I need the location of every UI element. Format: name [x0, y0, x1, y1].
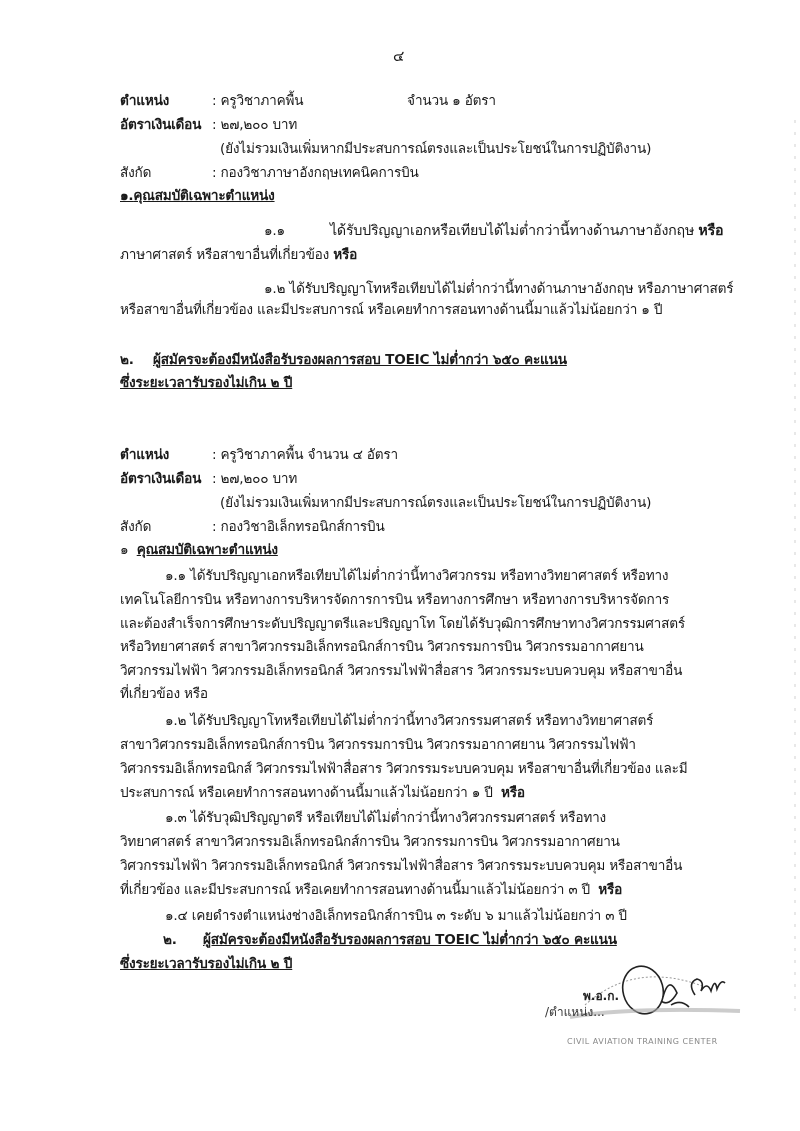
qualification-1-1-line2	[120, 245, 357, 265]
toeic-requirement-2-line2: ซึ่งระยะเวลารับรองไม่เกิน ๒ ปี	[120, 956, 293, 972]
qualification-1-1-line1	[330, 221, 723, 241]
salary-note-2: (ยังไม่รวมเงินเพิ่มหากมีประสบการณ์ตรงและเป็นประโยชน์ในการปฏิบัติงาน)	[220, 495, 652, 511]
qualification-1-1-line: วิศวกรรมไฟฟ้า วิศวกรรมอิเล็กทรอนิกส์ วิศวกรรมไฟฟ้าสื่อสาร วิศวกรรมระบบควบคุม หรือสาขาอื่น	[120, 663, 683, 679]
page-number: ๔	[393, 47, 405, 65]
department-value-2: : กองวิชาอิเล็กทรอนิกส์การบิน	[212, 519, 385, 535]
qualification-1-3-line: วิทยาศาสตร์ สาขาวิศวกรรมอิเล็กทรอนิกส์การบิน วิศวกรรมการบิน วิศวกรรมอากาศยาน	[120, 834, 620, 850]
continuation-marker: /ตำแหน่ง...	[545, 1005, 605, 1019]
position-label-2: ตำแหน่ง	[120, 447, 170, 463]
position-count: จำนวน ๑ อัตรา	[407, 93, 496, 109]
qualification-1-2-line2: หรือสาขาอื่นที่เกี่ยวข้อง และมีประสบการณ์ หรือเคยทำการสอนทางด้านนี้มาแล้วไม่น้อยกว่า ๑ ปี	[120, 302, 663, 318]
qualification-header-number: ๑.	[120, 188, 134, 204]
qualification-header	[120, 186, 275, 206]
qualification-1-2-line1: ๑.๒ ได้รับปริญญาโทหรือเทียบได้ไม่ต่ำกว่านี้ทางด้านภาษาอังกฤษ หรือภาษาศาสตร์	[264, 281, 734, 297]
qualification-header-number: ๑	[120, 542, 129, 558]
qualification-1-1-number: ๑.๑	[264, 223, 285, 239]
qualification-1-1-text: ได้รับปริญญาเอกหรือเทียบได้ไม่ต่ำกว่านี้ทางด้านภาษาอังกฤษ	[330, 223, 695, 239]
salary-value: : ๒๗,๒๐๐ บาท	[212, 117, 298, 133]
qualification-1-1-line: ๑.๑ ได้รับปริญญาเอกหรือเทียบได้ไม่ต่ำกว่านี้ทางวิศวกรรม หรือทางวิทยาศาสตร์ หรือทาง	[165, 568, 669, 584]
qualification-1-2-line: สาขาวิศวกรรมอิเล็กทรอนิกส์การบิน วิศวกรรมการบิน วิศวกรรมอากาศยาน วิศวกรรมไฟฟ้า	[120, 737, 636, 753]
qualification-1-1-text-2: ภาษาศาสตร์ หรือสาขาอื่นที่เกี่ยวข้อง	[120, 247, 330, 263]
scan-edge-artifact	[794, 120, 796, 1020]
or-keyword: หรือ	[333, 247, 358, 263]
qualification-1-1-line: หรือวิทยาศาสตร์ สาขาวิศวกรรมอิเล็กทรอนิกส์การบิน วิศวกรรมการบิน วิศวกรรมอากาศยาน	[120, 639, 644, 655]
qualification-1-2-line: วิศวกรรมอิเล็กทรอนิกส์ วิศวกรรมไฟฟ้าสื่อสาร วิศวกรรมระบบควบคุม หรือสาขาอื่นที่เกี่ยวข้อง และมี	[120, 761, 688, 777]
qualification-header-text: คุณสมบัติเฉพาะตำแหน่ง	[133, 188, 275, 204]
department-value: : กองวิชาภาษาอังกฤษเทคนิคการบิน	[212, 165, 419, 181]
qualification-1-2-line-last	[120, 783, 525, 803]
or-keyword: หรือ	[500, 785, 525, 801]
salary-note: (ยังไม่รวมเงินเพิ่มหากมีประสบการณ์ตรงและเป็นประโยชน์ในการปฏิบัติงาน)	[220, 141, 652, 157]
position-label: ตำแหน่ง	[120, 93, 170, 109]
or-keyword: หรือ	[598, 882, 623, 898]
qualification-1-1-line: ที่เกี่ยวข้อง หรือ	[120, 686, 208, 702]
qualification-1-1-line: และต้องสำเร็จการศึกษาระดับปริญญาตรีและปริญญาโท โดยได้รับวุฒิการศึกษาทางวิศวกรรมศาสตร์	[120, 616, 685, 632]
department-label: สังกัด	[120, 165, 152, 181]
official-stamp-signature	[545, 965, 795, 1065]
toeic-requirement-line2: ซึ่งระยะเวลารับรองไม่เกิน ๒ ปี	[120, 375, 293, 391]
position-value: : ครูวิชาภาคพื้น	[212, 93, 304, 109]
department-label-2: สังกัด	[120, 519, 152, 535]
toeic-number: ๒.	[120, 352, 134, 368]
toeic-requirement-line1: ผู้สมัครจะต้องมีหนังสือรับรองผลการสอบ TOEIC ไม่ต่ำกว่า ๖๕๐ คะแนน	[153, 352, 567, 368]
signature-initials: พ.อ.ก.	[583, 989, 620, 1003]
position-value-2: : ครูวิชาภาคพื้น จำนวน ๔ อัตรา	[212, 447, 398, 463]
qualification-1-3-line-last	[120, 880, 622, 900]
salary-label: อัตราเงินเดือน	[120, 117, 202, 133]
or-keyword: หรือ	[698, 223, 724, 239]
salary-label-2: อัตราเงินเดือน	[120, 471, 202, 487]
qualification-1-3-line: วิศวกรรมไฟฟ้า วิศวกรรมอิเล็กทรอนิกส์ วิศวกรรมไฟฟ้าสื่อสาร วิศวกรรมระบบควบคุม หรือสาขาอื่น	[120, 858, 683, 874]
salary-value-2: : ๒๗,๒๐๐ บาท	[212, 471, 298, 487]
stamp-text: CIVIL AVIATION TRAINING CENTER	[567, 1037, 718, 1046]
qualification-1-3-line: ๑.๓ ได้รับวุฒิปริญญาตรี หรือเทียบได้ไม่ต่ำกว่านี้ทางวิศวกรรมศาสตร์ หรือทาง	[165, 810, 606, 826]
qualification-header-2	[120, 540, 278, 560]
qualification-1-3-text: ที่เกี่ยวข้อง และมีประสบการณ์ หรือเคยทำการสอนทางด้านนี้มาแล้วไม่น้อยกว่า ๓ ปี	[120, 882, 590, 898]
qualification-header-text: คุณสมบัติเฉพาะตำแหน่ง	[136, 542, 278, 558]
qualification-1-4-line: ๑.๔ เคยดำรงตำแหน่งช่างอิเล็กทรอนิกส์การบิน ๓ ระดับ ๖ มาแล้วไม่น้อยกว่า ๓ ปี	[165, 908, 627, 924]
toeic-requirement-2-line1: ผู้สมัครจะต้องมีหนังสือรับรองผลการสอบ TOEIC ไม่ต่ำกว่า ๖๕๐ คะแนน	[203, 932, 617, 948]
toeic-number-2: ๒.	[163, 932, 177, 948]
qualification-1-2-line: ๑.๒ ได้รับปริญญาโทหรือเทียบได้ไม่ต่ำกว่านี้ทางวิศวกรรมศาสตร์ หรือทางวิทยาศาสตร์	[165, 713, 654, 729]
qualification-1-1-line: เทคโนโลยีการบิน หรือทางการบริหารจัดการการบิน หรือทางการศึกษา หรือทางการบริหารจัดการ	[120, 592, 670, 608]
qualification-1-2-text: ประสบการณ์ หรือเคยทำการสอนทางด้านนี้มาแล้วไม่น้อยกว่า ๑ ปี	[120, 785, 493, 801]
